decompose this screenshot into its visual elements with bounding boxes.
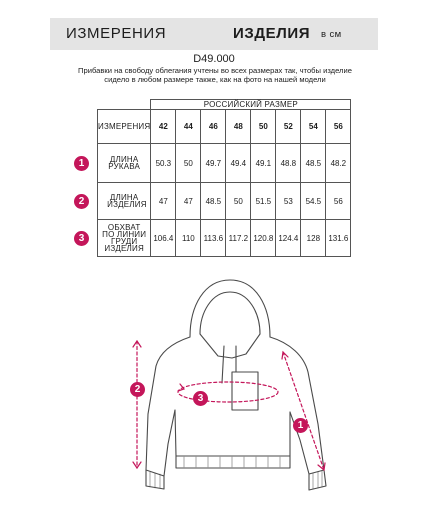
table-cell: 48.2 [326,144,351,183]
size-header: 54 [301,110,326,144]
table-cell: 50.3 [151,144,176,183]
row-label-garment-length: ДЛИНА ИЗДЕЛИЯ [98,183,151,220]
size-header: 46 [201,110,226,144]
table-cell: 124.4 [276,220,301,257]
title-unit: в см [321,29,342,40]
chest-marker-badge: 3 [193,391,208,406]
table-cell: 48.5 [301,144,326,183]
table-cell: 48.8 [276,144,301,183]
row-number-badge: 2 [74,194,89,209]
table-cell: 50 [226,183,251,220]
size-header: 56 [326,110,351,144]
table-cell: 117.2 [226,220,251,257]
table-cell: 53 [276,183,301,220]
table-cell: 48.5 [201,183,226,220]
table-cell: 54.5 [301,183,326,220]
table-cell: 56 [326,183,351,220]
row-label-chest-girth: ОБХВАТ ПО ЛИНИИ ГРУДИ ИЗДЕЛИЯ [98,220,151,257]
table-cell: 110 [176,220,201,257]
table-cell: 106.4 [151,220,176,257]
size-header: 50 [251,110,276,144]
size-header: 52 [276,110,301,144]
table-cell: 49.7 [201,144,226,183]
sleeve-marker-badge: 1 [293,418,308,433]
size-header: 44 [176,110,201,144]
row-number-badge: 3 [74,231,89,246]
table-cell: 113.6 [201,220,226,257]
table-cell: 131.6 [326,220,351,257]
table-cell: 128 [301,220,326,257]
product-code: D49.000 [193,53,235,65]
size-header: 48 [226,110,251,144]
table-cell: 50 [176,144,201,183]
table-cell: 51.5 [251,183,276,220]
title-item: ИЗДЕЛИЯ [233,25,311,42]
row-label-sleeve-length: ДЛИНА РУКАВА [98,144,151,183]
table-cell: 49.4 [226,144,251,183]
table-cell: 47 [176,183,201,220]
table-cell: 49.1 [251,144,276,183]
measurements-column-header: ИЗМЕРЕНИЯ [98,110,151,144]
table-cell: 47 [151,183,176,220]
size-header: 42 [151,110,176,144]
table-cell: 120.8 [251,220,276,257]
title-measurements: ИЗМЕРЕНИЯ [66,25,167,42]
length-marker-badge: 2 [130,382,145,397]
size-group-header: РОССИЙСКИЙ РАЗМЕР [151,100,351,110]
fit-note: Прибавки на свободу облегания учтены во всех размерах так, чтобы изделие сидело в любом размере также, как на фото на нашей модели [78,66,352,85]
row-number-badge: 1 [74,156,89,171]
